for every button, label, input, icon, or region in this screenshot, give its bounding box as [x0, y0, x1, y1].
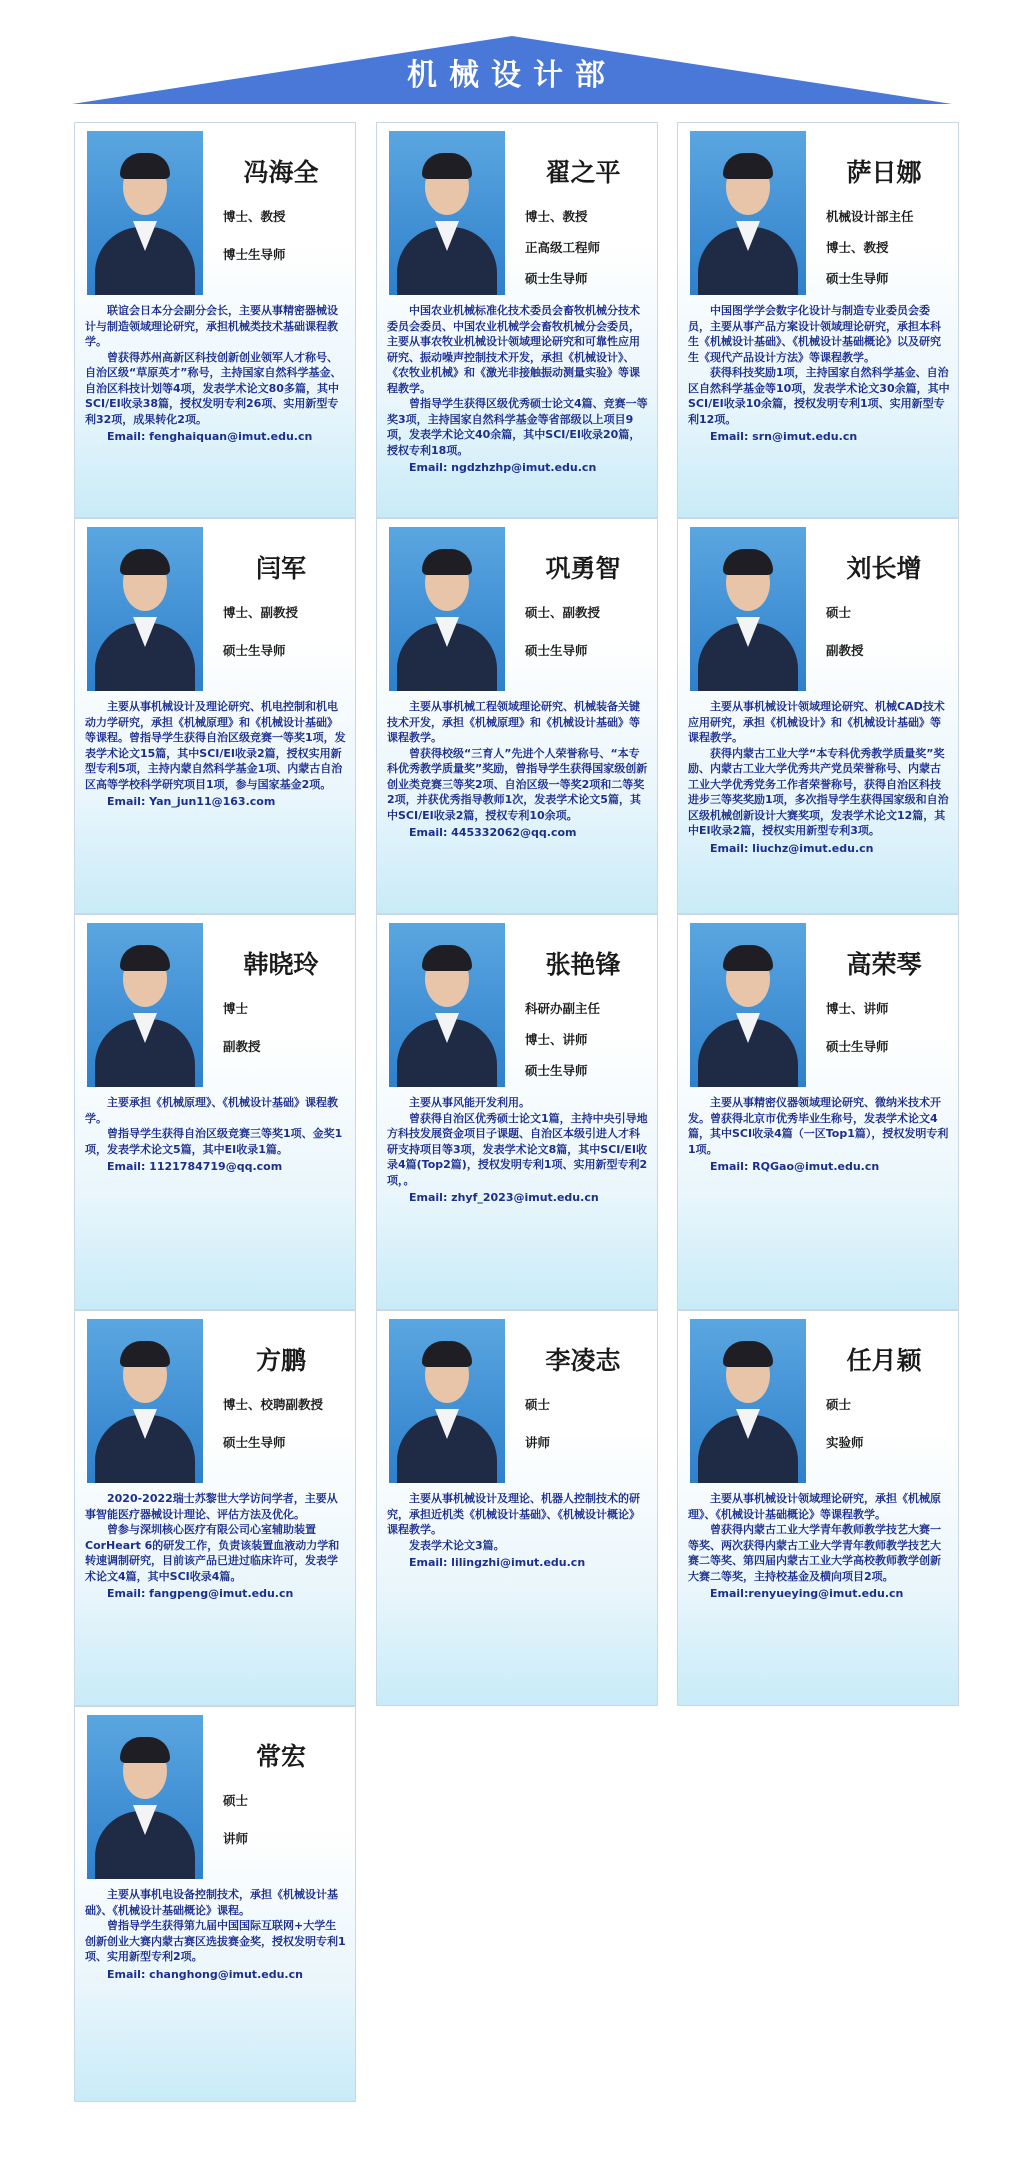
faculty-card: [74, 518, 356, 914]
portrait-photo: [690, 131, 806, 295]
faculty-titles: [223, 207, 353, 283]
bio-paragraph: 主要从事精密仪器领域理论研究、微纳米技术开发。曾获得北京市优秀毕业生称号，发表学术论文4篇，其中SCI收录4篇（一区Top1篇），授权发明专利1项。: [688, 1096, 949, 1156]
bio-paragraph: 主要从事机械设计及理论、机器人控制技术的研究，承担近机类《机械设计基础》、《机械设计概论》课程教学。: [387, 1492, 640, 1536]
faculty-title: 副教授: [826, 643, 864, 658]
faculty-card: [376, 914, 658, 1310]
bio-paragraph: 曾指导学生获得第九届中国国际互联网+大学生创新创业大赛内蒙古赛区选拔赛金奖，授权发明专利1项、实用新型专利2项。: [85, 1919, 346, 1963]
bio-paragraph: 获得内蒙古工业大学“本专科优秀教学质量奖”奖励、内蒙古工业大学优秀共产党员荣誉称号、内蒙古工业大学优秀党务工作者荣誉称号，获得自治区科技进步三等奖奖励1项，多次指导学生获得国家级和自治区级机械创新设计大赛奖项，发表学术论文12篇，其中EI收录2篇，授权实用新型专利3项。: [688, 746, 949, 837]
email-address[interactable]: Email: lilingzhi@imut.edu.cn: [409, 1556, 586, 1569]
faculty-titles: [223, 1395, 353, 1471]
faculty-title: 博士、教授: [223, 209, 286, 224]
bio-paragraph: 获得科技奖励1项，主持国家自然科学基金、自治区自然科学基金等10项，发表学术论文30余篇，其中SCI/EI收录10余篇，授权发明专利1项、实用新型专利12项。: [688, 366, 950, 426]
faculty-title: 硕士生导师: [525, 643, 588, 658]
faculty-title: 博士、讲师: [826, 1001, 889, 1016]
portrait-photo: [87, 1715, 203, 1879]
bio-paragraph: 主要从事机电设备控制技术，承担《机械设计基础》、《机械设计基础概论》课程。: [85, 1888, 338, 1917]
faculty-name: 李凌志: [545, 1346, 621, 1375]
faculty-card: [677, 914, 959, 1310]
faculty-title: 机械设计部主任: [826, 209, 914, 224]
faculty-titles: [826, 603, 956, 679]
faculty-titles: [223, 603, 353, 679]
bio-paragraph: 中国图学学会数字化设计与制造专业委员会委员，主要从事产品方案设计领域理论研究，承担本科生《机械设计基础》、《机械设计基础概论》以及研究生《现代产品设计方法》等课程教学。: [688, 304, 941, 364]
faculty-title: 副教授: [223, 1039, 261, 1054]
faculty-title: 硕士生导师: [223, 643, 286, 658]
portrait-photo: [389, 923, 505, 1087]
faculty-titles: [826, 1395, 956, 1471]
portrait-photo: [87, 527, 203, 691]
faculty-title: 硕士生导师: [826, 271, 889, 286]
portrait-photo: [87, 131, 203, 295]
faculty-bio: [688, 699, 950, 856]
faculty-name: 高荣琴: [846, 950, 922, 979]
email-address[interactable]: Email: RQGao@imut.edu.cn: [710, 1160, 880, 1173]
portrait-photo: [87, 1319, 203, 1483]
faculty-titles: [525, 1395, 655, 1471]
portrait-photo: [690, 1319, 806, 1483]
faculty-name: 翟之平: [545, 158, 621, 187]
faculty-card: [74, 122, 356, 518]
email-address[interactable]: Email: ngdzhzhp@imut.edu.cn: [409, 461, 597, 474]
faculty-name: 方鹏: [255, 1346, 306, 1375]
faculty-titles: [826, 999, 956, 1075]
faculty-name: 常宏: [255, 1742, 306, 1771]
faculty-titles: [223, 999, 353, 1075]
email-address[interactable]: Email: liuchz@imut.edu.cn: [710, 841, 874, 855]
bio-paragraph: 曾获得自治区优秀硕士论文1篇，主持中央引导地方科技发展资金项目子课题、自治区本级引进人才科研支持项目等3项，发表学术论文8篇，其中SCI/EI收录4篇(Top2篇)，授权发明专利1项、实用新型专利2项，。: [387, 1111, 648, 1187]
faculty-title: 讲师: [223, 1831, 249, 1846]
bio-paragraph: 曾获得校级“三育人”先进个人荣誉称号、“本专科优秀教学质量奖”奖励，曾指导学生获得国家级创新创业类竞赛三等奖2项、自治区级一等奖2项和二等奖2项，并获优秀指导教师1次，发表学术论文5篇，其中SCI/EI收录2篇，授权专利10余项。: [387, 746, 648, 822]
faculty-title: 实验师: [826, 1435, 864, 1450]
bio-paragraph: 联谊会日本分会副分会长，主要从事精密器械设计与制造领域理论研究，承担机械类技术基础课程教学。: [85, 304, 338, 348]
email-address[interactable]: Email: Yan_jun11@163.com: [107, 795, 276, 808]
portrait-photo: [389, 527, 505, 691]
portrait-photo: [389, 131, 505, 295]
faculty-title: 博士、讲师: [525, 1032, 588, 1047]
bio-paragraph: 中国农业机械标准化技术委员会畜牧机械分技术委员会委员、中国农业机械学会畜牧机械分会委员，主要从事农牧业机械设计领域理论研究和可靠性应用研究、振动噪声控制技术开发，承担《机械设计》、《农牧业机械》和《激光非接触振动测量实验》等课程教学。: [387, 304, 640, 395]
bio-paragraph: 主要从事机械设计领域理论研究、机械CAD技术应用研究，承担《机械设计》和《机械设计基础》等课程教学。: [688, 700, 945, 744]
faculty-name: 张艳锋: [545, 950, 621, 979]
faculty-bio: [85, 1887, 347, 1982]
faculty-name: 巩勇智: [545, 554, 621, 583]
faculty-title: 讲师: [525, 1435, 551, 1450]
faculty-card: [74, 1706, 356, 2102]
email-address[interactable]: Email: changhong@imut.edu.cn: [107, 1967, 303, 1981]
page-title: 机械设计部: [407, 58, 617, 93]
faculty-title: 硕士生导师: [826, 1039, 889, 1054]
faculty-bio: [688, 1491, 950, 1602]
faculty-bio: [85, 303, 347, 445]
bio-paragraph: 曾获得苏州高新区科技创新创业领军人才称号、自治区级“草原英才”称号，主持国家自然科学基金、自治区科技计划等4项，发表学术论文80多篇，其中SCI/EI收录38篇，授权发明专利26项、实用新型专利32项，成果转化2项。: [85, 350, 342, 426]
bio-paragraph: 曾指导学生获得区级优秀硕士论文4篇、竞赛一等奖3项，主持国家自然科学基金等省部级以上项目9项，发表学术论文40余篇，其中SCI/EI收录20篇，授权专利18项。: [387, 397, 648, 457]
faculty-bio: [688, 303, 950, 445]
faculty-bio: [85, 1095, 347, 1175]
faculty-card: [677, 518, 959, 914]
faculty-name: 冯海全: [243, 158, 319, 187]
faculty-card: [74, 1310, 356, 1706]
bio-paragraph: 主要从事机械工程领域理论研究、机械装备关键技术开发，承担《机械原理》和《机械设计基础》等课程教学。: [387, 700, 640, 744]
faculty-title: 硕士生导师: [525, 1063, 588, 1078]
portrait-photo: [87, 923, 203, 1087]
faculty-name: 刘长增: [846, 554, 922, 583]
faculty-title: 博士、副教授: [223, 605, 299, 620]
bio-paragraph: 主要承担《机械原理》、《机械设计基础》课程教学。: [85, 1096, 338, 1125]
faculty-name: 萨日娜: [846, 158, 922, 187]
faculty-title: 硕士生导师: [525, 271, 588, 286]
email-address[interactable]: Email: fangpeng@imut.edu.cn: [107, 1587, 294, 1600]
faculty-title: 博士: [223, 1001, 249, 1016]
faculty-name: 韩晓玲: [243, 950, 319, 979]
email-address[interactable]: Email: zhyf_2023@imut.edu.cn: [409, 1191, 599, 1204]
faculty-bio: [387, 699, 649, 841]
faculty-title: 硕士: [525, 1397, 551, 1412]
faculty-bio: [85, 1491, 347, 1602]
email-address[interactable]: Email:renyueying@imut.edu.cn: [710, 1587, 904, 1600]
bio-paragraph: 曾获得内蒙古工业大学青年教师教学技艺大赛一等奖、两次获得内蒙古工业大学青年教师教学技艺大赛二等奖、第四届内蒙古工业大学高校教师教学创新大赛二等奖，主持校基金及横向项目2项。: [688, 1523, 941, 1583]
portrait-photo: [690, 923, 806, 1087]
faculty-name: 闫军: [255, 554, 306, 583]
faculty-title: 博士、教授: [525, 209, 588, 224]
bio-paragraph: 曾指导学生获得自治区级竞赛三等奖1项、金奖1项，发表学术论文5篇，其中EI收录1篇。: [85, 1127, 343, 1156]
faculty-bio: [85, 699, 347, 810]
faculty-card: [677, 122, 959, 518]
faculty-title: 博士生导师: [223, 247, 286, 262]
faculty-title: 正高级工程师: [525, 240, 601, 255]
faculty-card: [376, 518, 658, 914]
faculty-titles: [525, 603, 655, 679]
bio-paragraph: 主要从事风能开发利用。: [409, 1096, 530, 1109]
bio-paragraph: 主要从事机械设计及理论研究、机电控制和机电动力学研究，承担《机械原理》和《机械设计基础》等课程。曾指导学生获得自治区级竞赛一等奖1项，发表学术论文15篇，其中SCI/EI收录2篇，授权实用新型专利5项，主持内蒙自然科学基金1项、内蒙古自治区高等学校科学研究项目1项，参与国家基金2项。: [85, 700, 346, 791]
faculty-card: [376, 1310, 658, 1706]
faculty-bio: [387, 303, 649, 476]
bio-paragraph: 曾参与深圳核心医疗有限公司心室辅助装置CorHeart 6的研发工作，负责该装置血液动力学和转速调制研究，目前该产品已进过临床许可，发表学术论文4篇，其中SCI收录4篇。: [85, 1523, 340, 1583]
faculty-card: [74, 914, 356, 1310]
faculty-card: [677, 1310, 959, 1706]
faculty-titles: [223, 1791, 353, 1867]
bio-paragraph: 发表学术论文3篇。: [409, 1538, 505, 1552]
faculty-title: 博士、教授: [826, 240, 889, 255]
faculty-titles: [826, 207, 956, 300]
faculty-bio: [387, 1491, 649, 1571]
email-address[interactable]: Email: 1121784719@qq.com: [107, 1160, 283, 1173]
faculty-card: [376, 122, 658, 518]
faculty-bio: [387, 1095, 649, 1206]
bio-paragraph: 主要从事机械设计领域理论研究，承担《机械原理》、《机械设计基础概论》等课程教学。: [688, 1492, 941, 1521]
faculty-title: 硕士: [826, 1397, 852, 1412]
bio-paragraph: 2020-2022瑞士苏黎世大学访问学者，主要从事智能医疗器械设计理论、评估方法及优化。: [85, 1492, 338, 1521]
faculty-name: 任月颖: [846, 1346, 922, 1375]
faculty-bio: [688, 1095, 950, 1175]
faculty-title: 硕士: [826, 605, 852, 620]
portrait-photo: [690, 527, 806, 691]
email-address[interactable]: Email: 445332062@qq.com: [409, 826, 577, 839]
faculty-title: 博士、校聘副教授: [223, 1397, 324, 1412]
department-banner: [72, 36, 952, 104]
faculty-titles: [525, 207, 655, 300]
faculty-title: 硕士: [223, 1793, 249, 1808]
portrait-photo: [389, 1319, 505, 1483]
faculty-titles: [525, 999, 655, 1092]
faculty-title: 硕士生导师: [223, 1435, 286, 1450]
email-address[interactable]: Email: srn@imut.edu.cn: [710, 430, 858, 443]
faculty-title: 科研办副主任: [525, 1001, 601, 1016]
faculty-title: 硕士、副教授: [525, 605, 601, 620]
email-address[interactable]: Email: fenghaiquan@imut.edu.cn: [107, 430, 313, 443]
